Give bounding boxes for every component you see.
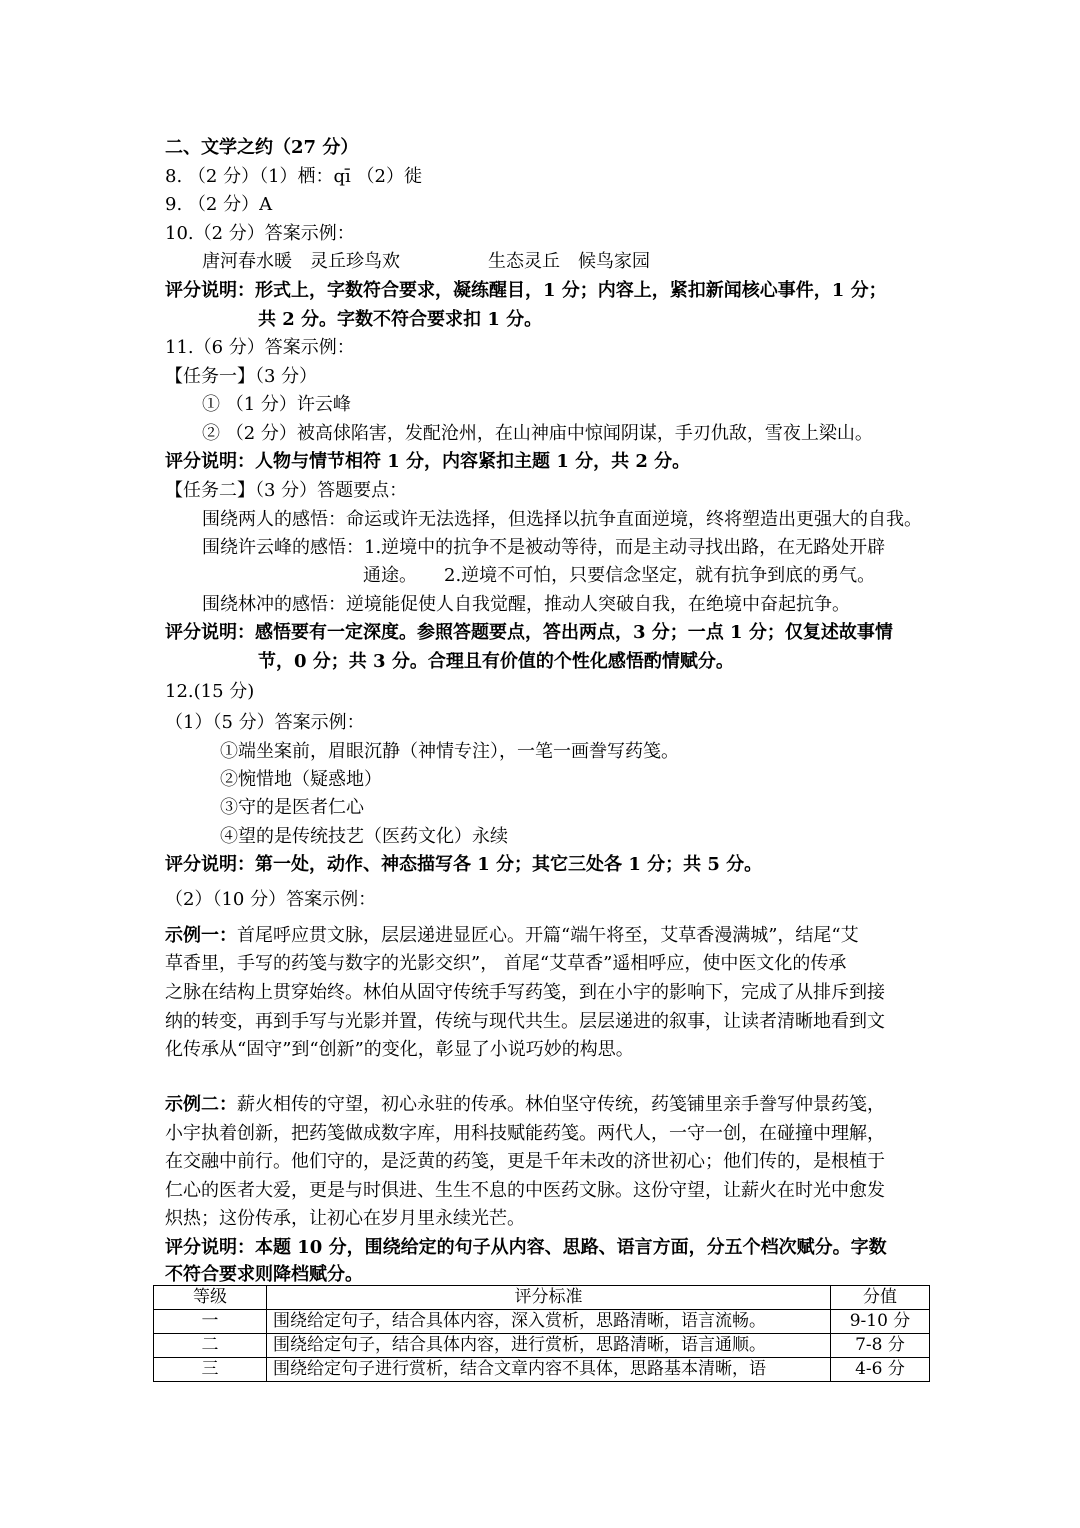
task2-scoring-note-line1: 评分说明：感悟要有一定深度。参照答题要点，答出两点，3 分；一点 1 分；仅复述故事情 (165, 622, 893, 643)
q10-heading: 10.（2 分）答案示例： (165, 223, 355, 244)
grade-score-cell: 7-8 分 (831, 1334, 930, 1358)
task2-point-both: 围绕两人的感悟：命运或许无法选择，但选择以抗争直面逆境，终将塑造出更强大的自我。 (202, 509, 922, 530)
q12-part1-scoring-note: 评分说明：第一处，动作、神态描写各 1 分；其它三处各 1 分；共 5 分。 (165, 854, 763, 875)
example2-line4: 仁心的医者大爱，更是与时俱进、生生不息的中医药文脉。这份守望，让薪火在时光中愈发 (165, 1180, 885, 1201)
q12-part1-item-2: ②惋惜地（疑惑地） (220, 769, 382, 790)
example2-line2: 小宇执着创新，把药笺做成数字库，用科技赋能药笺。两代人，一守一创，在碰撞中理解， (165, 1123, 885, 1144)
task2-scoring-note-line2: 节，0 分；共 3 分。合理且有价值的个性化感悟酌情赋分。 (258, 651, 734, 672)
example1-line5: 化传承从“固守”到“创新”的变化，彰显了小说巧妙的构思。 (165, 1039, 634, 1060)
grade-criteria-cell: 围绕给定句子进行赏析，结合文章内容不具体，思路基本清晰，语 (267, 1358, 831, 1382)
grade-level-cell: 二 (154, 1334, 267, 1358)
grade-level-cell: 三 (154, 1358, 267, 1382)
q8-answer: 8. （2 分）（1）栖：qī （2）徙 (165, 166, 422, 187)
grade-score-cell: 4-6 分 (831, 1358, 930, 1382)
task1-item-1: ① （1 分）许云峰 (202, 394, 351, 415)
grade-table-header-criteria: 评分标准 (267, 1286, 831, 1310)
grade-table-header-level: 等级 (154, 1286, 267, 1310)
grade-criteria-cell: 围绕给定句子，结合具体内容，进行赏析，思路清晰，语言通顺。 (267, 1334, 831, 1358)
grade-table-header-score: 分值 (831, 1286, 930, 1310)
grade-table-row (154, 1310, 930, 1334)
q12-part2-heading: （2）（10 分）答案示例： (165, 889, 377, 910)
task2-heading: 【任务二】（3 分）答题要点： (165, 480, 408, 501)
example1-line2: 草香里，手写的药笺与数字的光影交织”， 首尾“艾草香”遥相呼应，使中医文化的传承 (165, 953, 847, 974)
task2-point-xu-line1: 围绕许云峰的感悟：1.逆境中的抗争不是被动等待，而是主动寻找出路，在无路处开辟 (202, 537, 886, 558)
q12-heading: 12.(15 分) (165, 681, 255, 702)
q12-part1-item-1: ①端坐案前，眉眼沉静（神情专注），一笔一画誊写药笺。 (220, 741, 679, 762)
task1-item-2: ② （2 分）被高俅陷害，发配沧州，在山神庙中惊闻阴谋，手刃仇敌，雪夜上梁山。 (202, 423, 873, 444)
final-scoring-note-line2: 不符合要求则降档赋分。 (165, 1264, 363, 1285)
grade-table-row (154, 1358, 930, 1382)
example1-line3: 之脉在结构上贯穿始终。林伯从固守传统手写药笺，到在小宇的影响下，完成了从排斥到接 (165, 982, 885, 1003)
final-scoring-note-line1: 评分说明：本题 10 分，围绕给定的句子从内容、思路、语言方面，分五个档次赋分。字数 (165, 1237, 887, 1258)
example2-line3: 在交融中前行。他们守的，是泛黄的药笺，更是千年未改的济世初心；他们传的，是根植于 (165, 1151, 885, 1172)
example1-line4: 纳的转变，再到手写与光影并置，传统与现代共生。层层递进的叙事，让读者清晰地看到文 (165, 1011, 885, 1032)
q10-example-2: 生态灵丘 候鸟家园 (488, 251, 650, 272)
q10-scoring-note-line1: 评分说明：形式上，字数符合要求，凝练醒目，1 分；内容上，紧扣新闻核心事件，1 分； (165, 280, 887, 301)
task1-heading: 【任务一】（3 分） (165, 366, 318, 387)
example2-text: 薪火相传的守望，初心永驻的传承。林伯坚守传统，药笺铺里亲手誊写仲景药笺， (237, 1094, 885, 1115)
section-title: 二、文学之约（27 分） (165, 137, 359, 158)
task2-point-lin: 围绕林冲的感悟：逆境能促使人自我觉醒，推动人突破自我，在绝境中奋起抗争。 (202, 594, 850, 615)
grade-table-header-row (154, 1286, 930, 1310)
grade-criteria-cell: 围绕给定句子，结合具体内容，深入赏析，思路清晰，语言流畅。 (267, 1310, 831, 1334)
grade-table (153, 1285, 930, 1382)
q10-example-1: 唐河春水暖 灵丘珍鸟欢 (202, 251, 400, 272)
task2-point-xu-line2: 通途。 2.逆境不可怕，只要信念坚定，就有抗争到底的勇气。 (363, 565, 876, 586)
q12-part1-item-3: ③守的是医者仁心 (220, 797, 364, 818)
q9-answer: 9. （2 分）A (165, 194, 273, 215)
q10-scoring-note-line2: 共 2 分。字数不符合要求扣 1 分。 (258, 309, 543, 330)
example1-label: 示例一： (165, 925, 237, 946)
example1-line1 (165, 925, 859, 947)
task1-scoring-note: 评分说明：人物与情节相符 1 分，内容紧扣主题 1 分，共 2 分。 (165, 451, 691, 472)
grade-table-row (154, 1334, 930, 1358)
grade-level-cell: 一 (154, 1310, 267, 1334)
q11-heading: 11.（6 分）答案示例： (165, 337, 355, 358)
example2-line5: 炽热；这份传承，让初心在岁月里永续光芒。 (165, 1208, 525, 1229)
example2-line1 (165, 1094, 885, 1116)
example1-text: 首尾呼应贯文脉，层层递进显匠心。开篇“端午将至，艾草香漫满城”，结尾“艾 (237, 925, 859, 946)
q12-part1-item-4: ④望的是传统技艺（医药文化）永续 (220, 826, 508, 847)
q12-part1-heading: （1）（5 分）答案示例： (165, 712, 365, 733)
example2-label: 示例二： (165, 1094, 237, 1115)
grade-score-cell: 9-10 分 (831, 1310, 930, 1334)
